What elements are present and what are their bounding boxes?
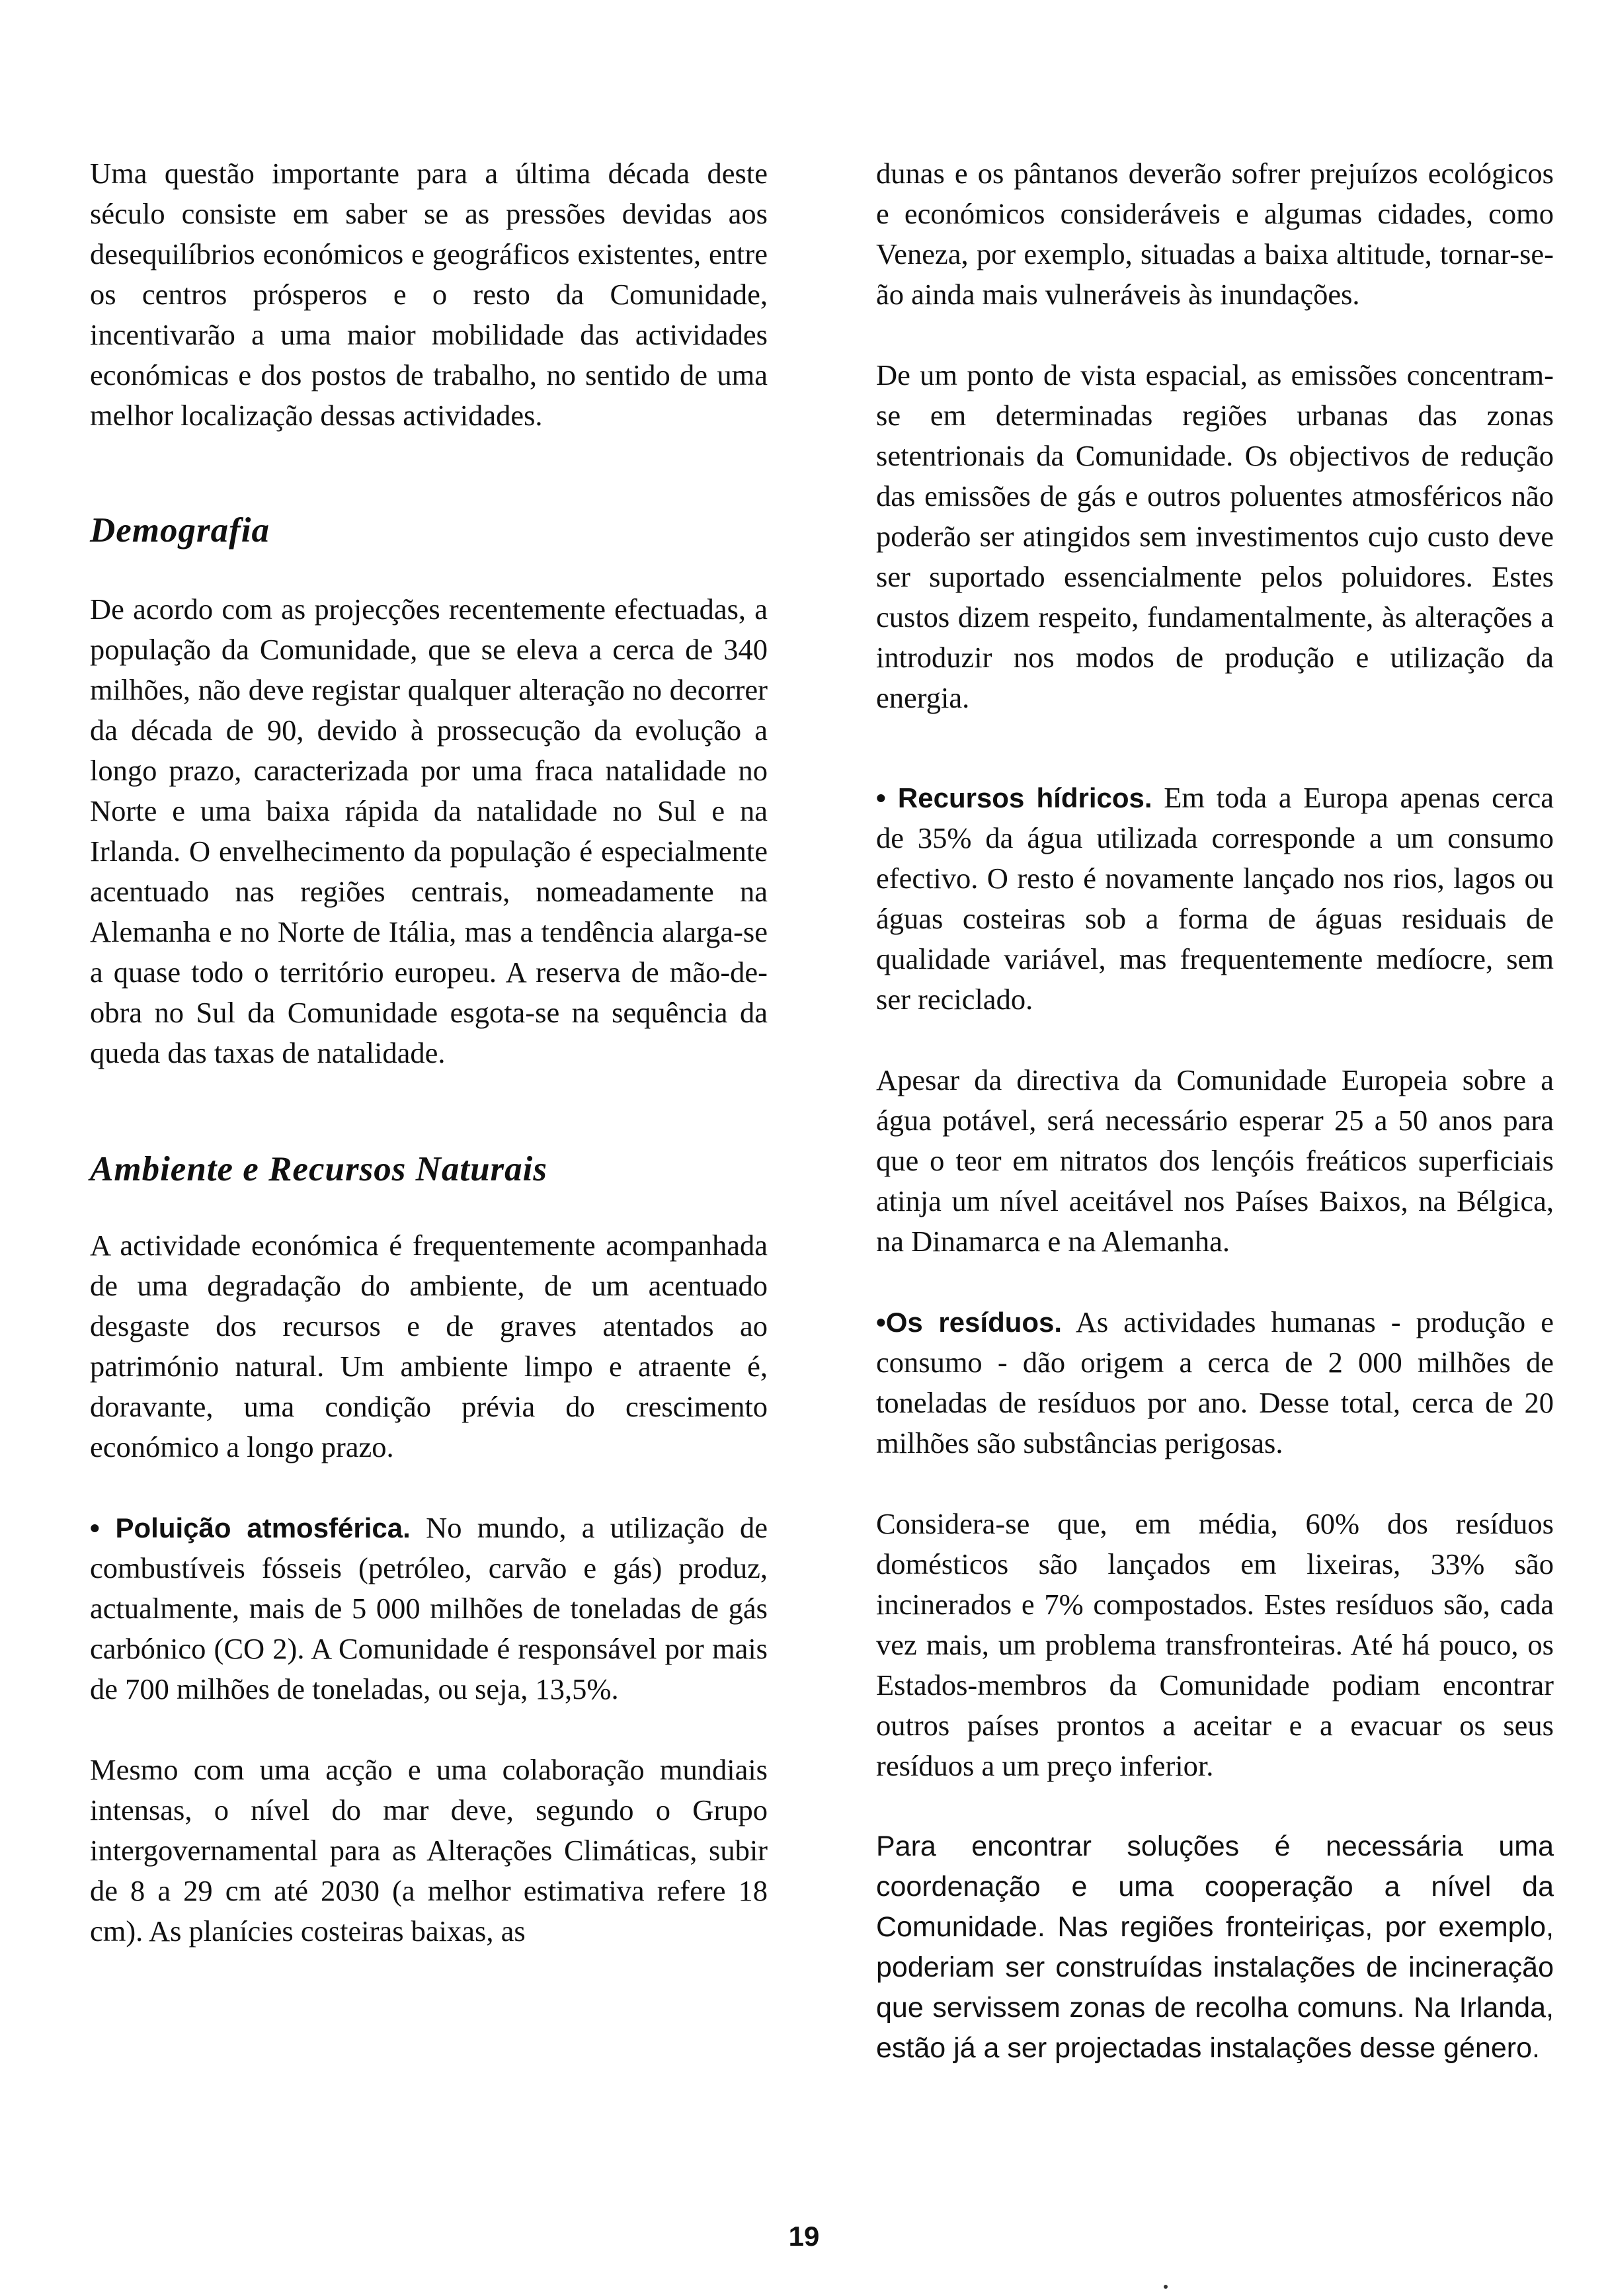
- demografia-paragraph: De acordo com as projecções recentemente efectuadas, a população da Comunidade, que se eleva a cerca de 340 milhões, não deve registar qualquer alteração no decorrer da década de 90, devido à prossecução da evolução a longo prazo, caracterizada por uma fraca natalidade no Norte e uma baixa rápida da natalidade no Sul e na Irlanda. O envelhecimento da população é especialmente acentuado nas regiões centrais, nomeadamente na Alemanha e no Norte de Itália, mas a tendência alarga-se a quase todo o território europeu. A reserva de mão-de-obra no Sul da Comunidade esgota-se na sequência da queda das taxas de natalidade.: [90, 593, 768, 1069]
- poluicao-text: No mundo, a utilização de combustíveis fósseis (petróleo, carvão e gás) produz, actualmente, mais de 5 000 milhões de toneladas de gás carbónico (CO 2). A Comunidade é responsável por mais de 700 milhões de toneladas, ou seja, 13,5%.: [90, 1511, 768, 1705]
- left-column: [90, 153, 768, 1951]
- agua-potavel-paragraph: Apesar da directiva da Comunidade Europeia sobre a água potável, será necessário esperar 25 a 50 anos para que o teor em nitratos dos lençóis freáticos superficiais atinja um nível aceitável nos Países Baixos, na Bélgica, na Dinamarca e na Alemanha.: [876, 1063, 1554, 1258]
- nivel-mar-paragraph: Mesmo com uma acção e uma colaboração mundiais intensas, o nível do mar deve, segundo o Grupo intergovernamental para as Alterações Climáticas, subir de 8 a 29 cm até 2030 (a melhor estimativa refere 18 cm). As planícies costeiras baixas, as: [90, 1753, 768, 1948]
- lixeiras-paragraph: Considera-se que, em média, 60% dos resíduos domésticos são lançados em lixeiras, 33% são incinerados e 7% compostados. Estes resíduos são, cada vez mais, um problema transfronteiras. Até há pouco, os Estados-membros da Comunidade podiam encontrar outros países prontos a aceitar e a evacuar os seus resíduos a um preço inferior.: [876, 1507, 1554, 1782]
- poluicao-lead: • Poluição atmosférica.: [90, 1512, 411, 1543]
- poluicao-paragraph: [90, 1508, 768, 1709]
- solucoes-paragraph: Para encontrar soluções é necessária uma coordenação e uma cooperação a nível da Comunidade. Nas regiões fronteiriças, por exemplo, poderiam ser construídas instalações de incineração que servissem zonas de recolha comuns. Na Irlanda, estão já a ser projectadas instalações desse género.: [876, 1830, 1554, 2064]
- dunas-paragraph: dunas e os pântanos deverão sofrer prejuízos ecológicos e económicos consideráveis e algumas cidades, como Veneza, por exemplo, situadas a baixa altitude, tornar-se-ão ainda mais vulneráveis às inundações.: [876, 157, 1554, 311]
- heading-ambiente: Ambiente e Recursos Naturais: [90, 1150, 548, 1188]
- recursos-hidricos-paragraph: [876, 778, 1554, 1020]
- speck-mark: [1164, 2285, 1168, 2289]
- residuos-lead: •Os resíduos.: [876, 1307, 1063, 1338]
- recursos-hidricos-text: Em toda a Europa apenas cerca de 35% da água utilizada corresponde a um consumo efectivo. O resto é novamente lançado nos rios, lagos ou águas costeiras sob a forma de águas residuais de qualidade variável, mas frequentemente medíocre, sem ser reciclado.: [876, 781, 1554, 1016]
- residuos-paragraph: [876, 1302, 1554, 1463]
- recursos-hidricos-lead: • Recursos hídricos.: [876, 782, 1152, 813]
- emissoes-paragraph: De um ponto de vista espacial, as emissões concentram-se em determinadas regiões urbanas das zonas setentrionais da Comunidade. Os objectivos de redução das emissões de gás e outros poluentes atmosféricos não poderão ser atingidos sem investimentos cujo custo deve ser suportado essencialmente pelos poluidores. Estes custos dizem respeito, fundamentalmente, às alterações a introduzir nos modos de produção e utilização da energia.: [876, 358, 1554, 714]
- residuos-text: As actividades humanas - produção e consumo - dão origem a cerca de 2 000 milhões de toneladas de resíduos por ano. Desse total, cerca de 20 milhões são substâncias perigosas.: [876, 1305, 1554, 1459]
- ambiente-paragraph: A actividade económica é frequentemente acompanhada de uma degradação do ambiente, de um acentuado desgaste dos recursos e de graves atentados ao património natural. Um ambiente limpo e atraente é, doravante, uma condição prévia do crescimento económico a longo prazo.: [90, 1229, 768, 1463]
- heading-demografia: Demografia: [90, 511, 270, 550]
- page-number: 19: [788, 2221, 820, 2252]
- right-column: [876, 153, 1554, 2069]
- intro-paragraph: Uma questão importante para a última década deste século consiste em saber se as pressões devidas aos desequilíbrios económicos e geográficos existentes, entre os centros prósperos e o resto da Comunidade, incentivarão a uma maior mobilidade das actividades económicas e dos postos de trabalho, no sentido de uma melhor localização dessas actividades.: [90, 157, 768, 432]
